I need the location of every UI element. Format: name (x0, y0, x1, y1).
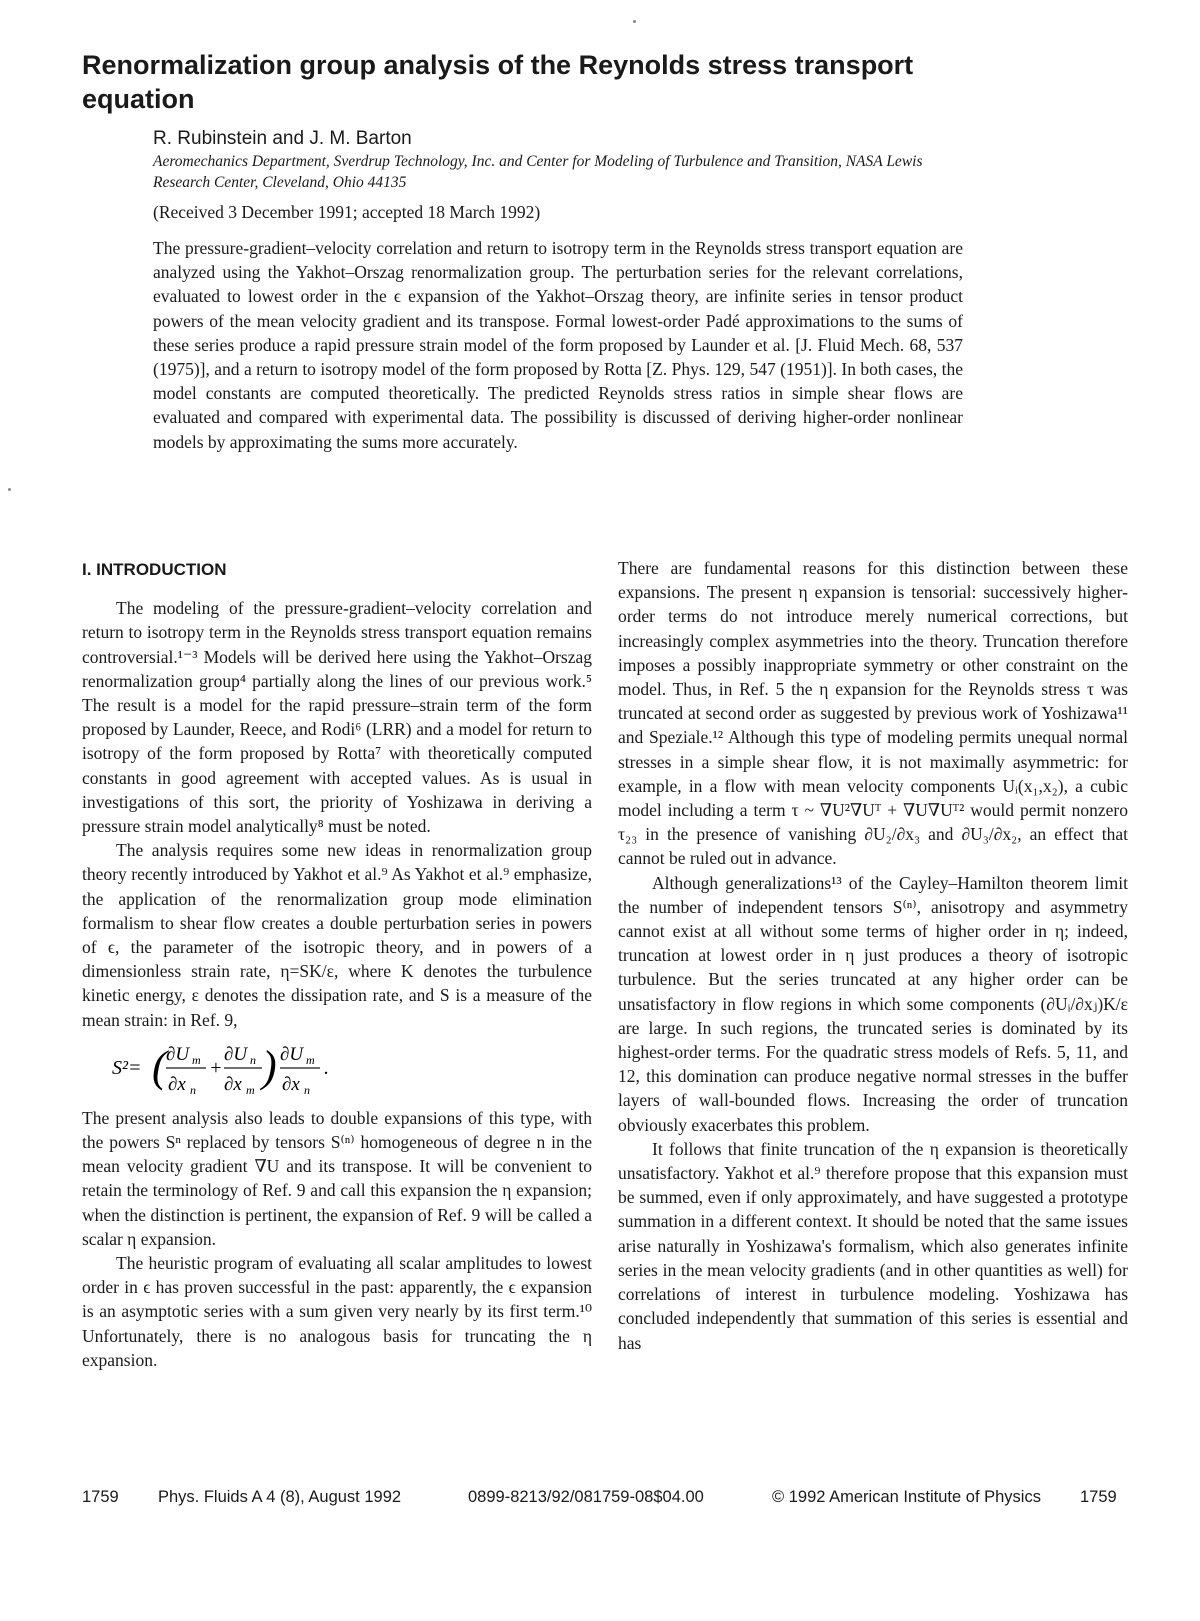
page-number-left: 1759 (82, 1488, 119, 1506)
right-column (618, 556, 1128, 1355)
svg-text:(: ( (152, 1041, 167, 1091)
svg-text:∂U: ∂U (280, 1043, 304, 1065)
svg-text:∂x: ∂x (168, 1073, 186, 1095)
affiliation: Aeromechanics Department, Sverdrup Technology, Inc. and Center for Modeling of Turbulence and Transition, NASA Lewis Research Center, Cleveland, Ohio 44135 (153, 153, 923, 191)
svg-text:∂U: ∂U (166, 1043, 190, 1065)
svg-text:∂U: ∂U (224, 1043, 248, 1065)
paragraph: It follows that finite truncation of the η expansion is theoretically unsatisfactory. Yakhot et al.⁹ therefore propose that this expansion must be summed, even if only approximately, and have suggested a prototype summation in a different context. It should be noted that the same issues arise naturally in Yoshizawa's formalism, which also generates infinite series in the mean velocity gradients (and in other quantities as well) for correlations of interest in turbulence modeling. Yoshizawa has concluded independently that summation of this series is essential and has (618, 1138, 1128, 1353)
svg-text:S²=: S²= (112, 1056, 142, 1079)
author-list: R. Rubinstein and J. M. Barton (153, 128, 412, 149)
svg-text:m: m (192, 1052, 201, 1067)
scan-speck (8, 488, 11, 491)
paragraph: The modeling of the pressure-gradient–velocity correlation and return to isotropy term in the Reynolds stress transport equation remains controversial.¹⁻³ Models will be derived here using the Yakhot–Orszag renormalization group⁴ partially along the lines of our previous work.⁵ The result is a model for the rapid pressure–strain term of the form proposed by Launder, Reece, and Rodi⁶ (LRR) and a model for return to isotropy of the form proposed by Rotta⁷ with theoretically computed constants in good agreement with accepted values. As is usual in investigations of this sort, the priority of Yoshizawa in deriving a pressure strain model analytically⁸ must be noted. (82, 598, 592, 837)
journal-citation: Phys. Fluids A 4 (8), August 1992 (158, 1488, 402, 1506)
paragraph: Although generalizations¹³ of the Cayley–Hamilton theorem limit the number of independent tensors S⁽ⁿ⁾, anisotropy and asymmetry cannot exist at all without some terms of higher order in η; indeed, truncation at lowest order in η just produces a theory of isotropic turbulence. But the series truncated at any higher order can be unsatisfactory in flow regions in which some components (∂Uᵢ/∂xⱼ)K/ε are large. In such regions, the truncated series is dominated by its highest-order terms. For the quadratic stress models of Refs. 5, 11, and 12, this domination can produce negative normal stresses in the buffer layers of wall-bounded flows. Increasing the order of truncation obviously exacerbates this problem. (618, 872, 1128, 1135)
svg-text:m: m (306, 1052, 315, 1067)
article-code: 0899-8213/92/081759-08$04.00 (468, 1488, 704, 1506)
svg-text:∂x: ∂x (282, 1073, 300, 1095)
svg-text:+: + (209, 1056, 223, 1079)
section-heading: I. INTRODUCTION (82, 560, 227, 579)
received-date: (Received 3 December 1991; accepted 18 March 1992) (153, 202, 541, 222)
svg-text:m: m (246, 1082, 255, 1097)
svg-text:.: . (324, 1056, 329, 1079)
paragraph: The present analysis also leads to double expansions of this type, with the powers Sⁿ replaced by tensors S⁽ⁿ⁾ homogeneous of degree n in the mean velocity gradient ∇U and its transpose. It will be convenient to retain the terminology of Ref. 9 and call this expansion the η expansion; when the distinction is pertinent, the expansion of Ref. 9 will be called a scalar η expansion. (82, 1107, 592, 1249)
page-footer (82, 1488, 1122, 1512)
svg-text:n: n (250, 1052, 256, 1067)
paragraph: The analysis requires some new ideas in renormalization group theory recently introduced by Yakhot et al.⁹ As Yakhot et al.⁹ emphasize, the application of the renormalization group mode elimination formalism to shear flow creates a double perturbation series in powers of ϵ, the parameter of the isotropic theory, and in powers of a dimensionless strain rate, η=SK/ε, where K denotes the turbulence kinetic energy, ε denotes the dissipation rate, and S is a measure of the mean strain: in Ref. 9, (82, 840, 592, 1030)
page-number-right: 1759 (1080, 1488, 1117, 1506)
equation-graphic (112, 1036, 412, 1102)
copyright-notice: © 1992 American Institute of Physics (772, 1488, 1041, 1506)
abstract: The pressure-gradient–velocity correlation and return to isotropy term in the Reynolds stress transport equation are analyzed using the Yakhot–Orszag renormalization group. The perturbation series for the relevant correlations, evaluated to lowest order in the ϵ expansion of the Yakhot–Orszag theory, are infinite series in tensor product powers of the mean velocity gradient and its transpose. Formal lowest-order Padé approximations to the sums of these series produce a rapid pressure strain model of the form proposed by Launder et al. [J. Fluid Mech. 68, 537 (1975)], and a return to isotropy model of the form proposed by Rotta [Z. Phys. 129, 547 (1951)]. In both cases, the model constants are computed theoretically. The predicted Reynolds stress ratios in simple shear flows are evaluated and compared with experimental data. The possibility is discussed of deriving higher-order nonlinear models by approximating the sums more accurately. (153, 238, 963, 452)
paragraph: The heuristic program of evaluating all scalar amplitudes to lowest order in ϵ has proven successful in the past: apparently, the ϵ expansion is an asymptotic series with a sum given very nearly by its first term.¹⁰ Unfortunately, there is no analogous basis for truncating the η expansion. (82, 1253, 592, 1370)
left-column (82, 556, 592, 1372)
paragraph: There are fundamental reasons for this distinction between these expansions. The present η expansion is tensorial: successively higher-order terms do not introduce merely numerical corrections, but increasingly complex asymmetries into the theory. Truncation therefore imposes a possibly inappropriate symmetry or other constraint on the model. Thus, in Ref. 5 the η expansion for the Reynolds stress τ was truncated at second order as suggested by previous work of Yoshizawa¹¹ and Speziale.¹² Although this type of modeling permits unequal normal stresses in a simple shear flow, it is not maximally asymmetric: for example, in a flow with mean velocity components Uᵢ(x₁,x₂), a cubic model including a term τ ~ ∇U²∇Uᵀ + ∇U∇Uᵀ² would permit nonzero τ₂₃ in the presence of vanishing ∂U₂/∂x₃ and ∂U₃/∂x₂, an effect that cannot be ruled out in advance. (618, 558, 1128, 869)
svg-text:): ) (262, 1041, 277, 1091)
svg-text:n: n (304, 1082, 310, 1097)
equation-s-squared (82, 1032, 592, 1106)
svg-text:∂x: ∂x (224, 1073, 242, 1095)
svg-text:n: n (190, 1082, 196, 1097)
scan-speck (633, 20, 636, 23)
paper-title: Renormalization group analysis of the Reynolds stress transport equation (82, 50, 914, 114)
